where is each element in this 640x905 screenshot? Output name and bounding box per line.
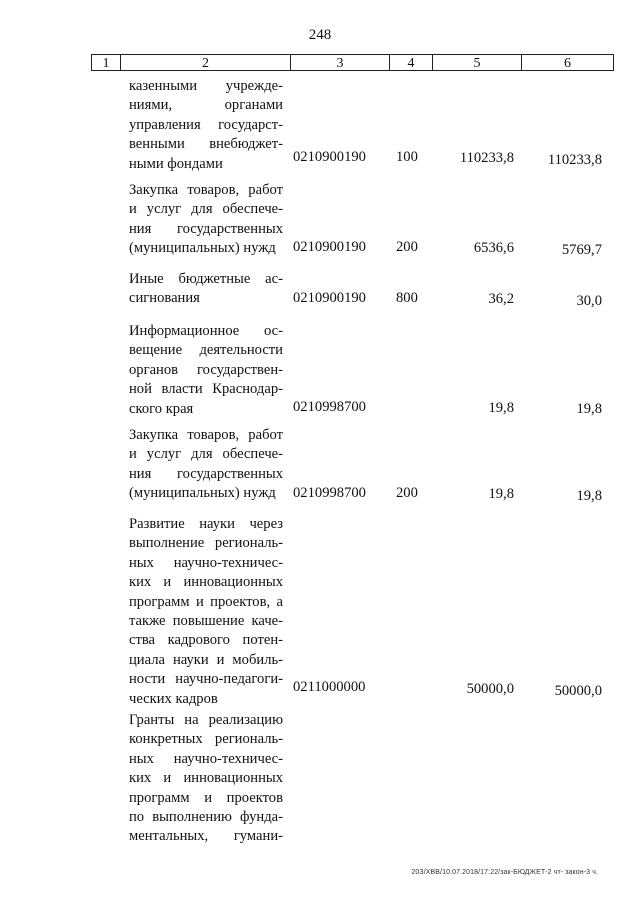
description-line: ниями, органами — [129, 97, 283, 114]
amount-col-6: 19,8 — [576, 488, 602, 504]
description-line: Иные бюджетные ас- — [129, 271, 283, 287]
expense-type-code: 200 — [396, 239, 418, 255]
description-line: (муниципальных) нужд — [129, 240, 276, 257]
description-line: конкретных региональ- — [129, 731, 283, 748]
target-code: 0210998700 — [293, 485, 366, 501]
header-col-1: 1 — [91, 54, 121, 71]
description-line: ких и инновационных — [129, 574, 283, 591]
description-line: ных научно-техничес- — [129, 554, 283, 571]
header-col-2: 2 — [120, 54, 291, 71]
description-line: ния государственных — [129, 465, 283, 482]
row-description — [129, 711, 283, 847]
description-line: управления государст- — [129, 116, 283, 133]
description-line: ких и инновационных — [129, 770, 283, 787]
amount-col-6: 19,8 — [576, 401, 602, 417]
row-description — [129, 270, 283, 309]
amount-col-6: 30,0 — [576, 293, 602, 309]
description-line: и услуг для обеспече- — [129, 446, 283, 463]
description-line: Закупка товаров, работ — [129, 182, 283, 198]
header-col-3: 3 — [290, 54, 390, 71]
row-description — [129, 181, 283, 259]
amount-col-6: 5769,7 — [561, 242, 602, 258]
description-line: ского края — [129, 400, 194, 417]
description-line: и услуг для обеспече- — [129, 201, 283, 218]
target-code: 0210900190 — [293, 239, 366, 255]
description-line: венными внебюджет- — [129, 136, 283, 153]
description-line: ческих кадров — [129, 690, 218, 707]
description-line: также повышение каче- — [129, 613, 283, 630]
amount-col-6: 50000,0 — [554, 683, 602, 699]
amount-col-5: 50000,0 — [466, 681, 514, 697]
description-line: Информационное ос- — [129, 323, 283, 339]
target-code: 0210900190 — [293, 149, 366, 165]
expense-type-code: 800 — [396, 290, 418, 306]
target-code: 0211000000 — [293, 679, 366, 695]
document-footer-code: 20З/ХВВ/10.07.2018/17:22/зак-БЮДЖЕТ-2 чт- закон-3 ч. — [411, 869, 598, 876]
description-line: органов государствен- — [129, 361, 283, 378]
header-col-5: 5 — [432, 54, 522, 71]
row-description — [129, 515, 283, 709]
description-line: вещение деятельности — [129, 342, 283, 359]
amount-col-5: 36,2 — [488, 291, 514, 307]
description-line: циала науки и мобиль- — [129, 651, 283, 668]
amount-col-5: 6536,6 — [473, 240, 514, 256]
target-code: 0210900190 — [293, 290, 366, 306]
row-description — [129, 322, 283, 419]
description-line: Развитие науки через — [129, 516, 283, 532]
description-line: ными фондами — [129, 155, 223, 172]
amount-col-5: 19,8 — [488, 400, 514, 416]
header-col-4: 4 — [389, 54, 433, 71]
description-line: по выполнению фунда- — [129, 809, 283, 826]
description-line: Закупка товаров, работ — [129, 427, 283, 443]
amount-col-5: 19,8 — [488, 486, 514, 502]
amount-col-5: 110233,8 — [459, 150, 514, 166]
target-code: 0210998700 — [293, 399, 366, 415]
expense-type-code: 200 — [396, 485, 418, 501]
description-line: программ и проектов, а — [129, 593, 283, 610]
description-line: Гранты на реализацию — [129, 712, 283, 728]
expense-type-code: 100 — [396, 149, 418, 165]
description-line: выполнение региональ- — [129, 535, 283, 552]
description-line: программ и проектов — [129, 789, 283, 806]
description-line: (муниципальных) нужд — [129, 485, 276, 502]
description-line: сигнования — [129, 290, 200, 307]
description-line: ства кадрового потен- — [129, 632, 283, 649]
description-line: ности научно-педагоги- — [129, 671, 283, 688]
description-line: ния государственных — [129, 220, 283, 237]
description-line: ной власти Краснодар- — [129, 381, 283, 398]
row-description — [129, 426, 283, 504]
description-line: ментальных, гумани- — [129, 828, 283, 845]
amount-col-6: 110233,8 — [547, 152, 602, 168]
page-number: 248 — [308, 27, 332, 43]
header-col-6: 6 — [521, 54, 614, 71]
description-line: казенными учрежде- — [129, 78, 283, 94]
row-description — [129, 77, 283, 174]
description-line: ных научно-техничес- — [129, 750, 283, 767]
